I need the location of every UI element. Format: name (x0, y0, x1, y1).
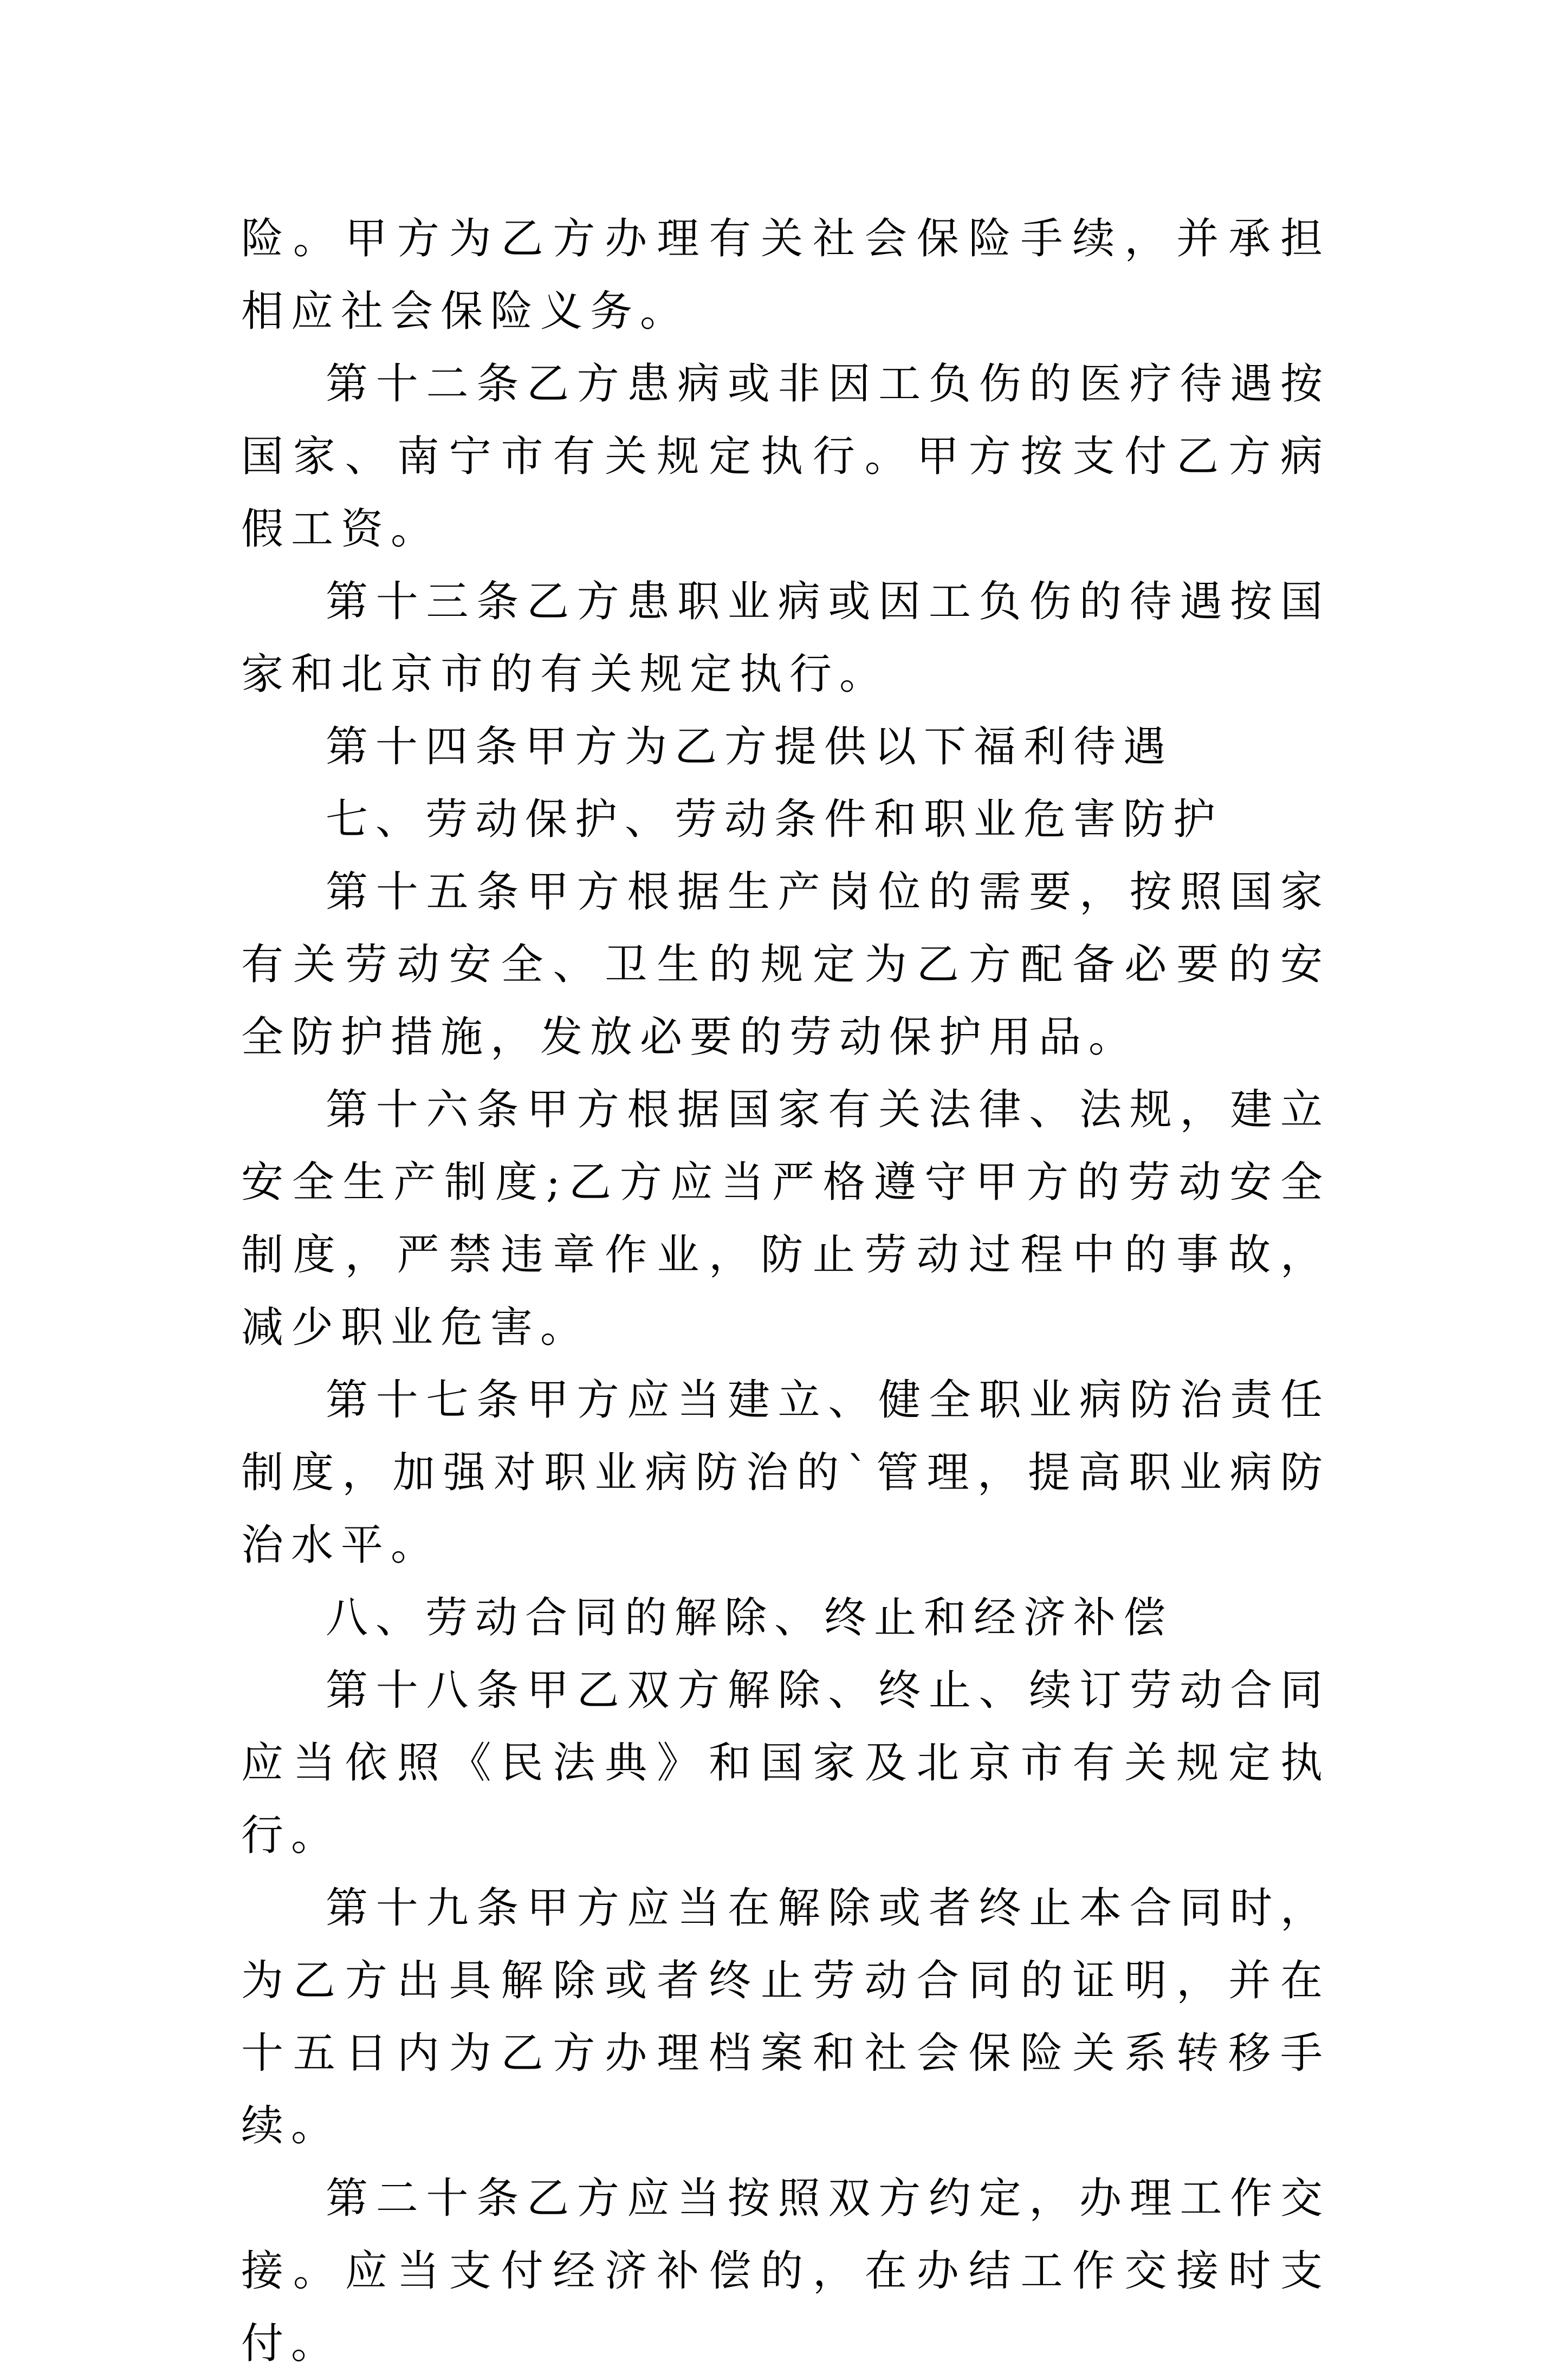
paragraph-article-14: 第十四条甲方为乙方提供以下福利待遇 (326, 723, 1174, 771)
section-heading-8: 八、劳动合同的解除、终止和经济补偿 (326, 1594, 1174, 1642)
section-heading-7: 七、劳动保护、劳动条件和职业危害防护 (326, 795, 1223, 844)
paragraph-article-13: 第十三条乙方患职业病或因工负伤的待遇按国家和北京市的有关规定执行。 (241, 577, 1330, 699)
paragraph-article-16: 第十六条甲方根据国家有关法律、法规，建立安全生产制度;乙方应当严格遵守甲方的劳动安全制度，严禁违章作业，防止劳动过程中的事故，减少职业危害。 (241, 1085, 1330, 1352)
paragraph-article-15: 第十五条甲方根据生产岗位的需要，按照国家有关劳动安全、卫生的规定为乙方配备必要的安全防护措施，发放必要的劳动保护用品。 (241, 868, 1330, 1062)
paragraph-article-20: 第二十条乙方应当按照双方约定，办理工作交接。应当支付经济补偿的，在办结工作交接时支付。 (241, 2174, 1330, 2368)
paragraph-article-12: 第十二条乙方患病或非因工负伤的医疗待遇按国家、南宁市有关规定执行。甲方按支付乙方病假工资。 (241, 360, 1330, 554)
paragraph-social-insurance: 险。甲方为乙方办理有关社会保险手续，并承担相应社会保险义务。 (241, 214, 1330, 336)
paragraph-article-19: 第十九条甲方应当在解除或者终止本合同时，为乙方出具解除或者终止劳动合同的证明，并在十五日内为乙方办理档案和社会保险关系转移手续。 (241, 1884, 1330, 2150)
paragraph-article-17: 第十七条甲方应当建立、健全职业病防治责任制度，加强对职业病防治的`管理，提高职业病防治水平。 (241, 1376, 1330, 1570)
document-body (241, 203, 1330, 2380)
paragraph-article-18: 第十八条甲乙双方解除、终止、续订劳动合同应当依照《民法典》和国家及北京市有关规定执行。 (241, 1666, 1330, 1860)
